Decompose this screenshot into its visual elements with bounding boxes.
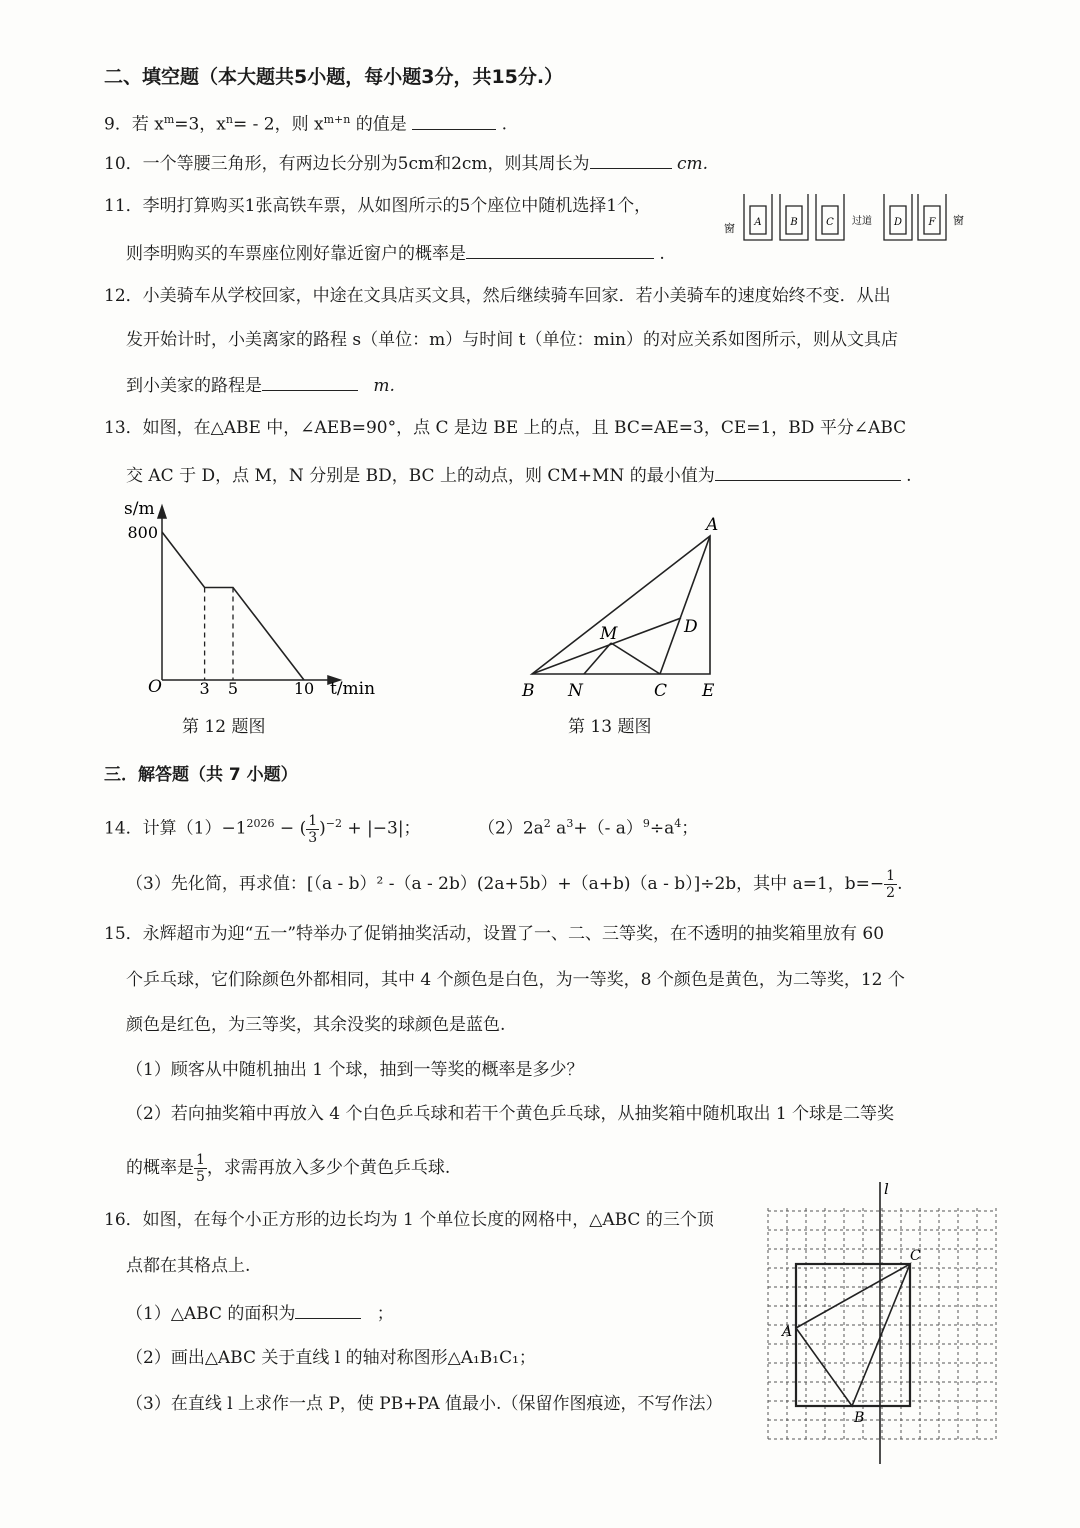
point-A-label: A xyxy=(782,1324,793,1340)
x-tick-label: 5 xyxy=(227,679,239,698)
point-C-label: C xyxy=(654,681,668,701)
question-14-part-3: （3）先化简，再求值：[（a - b）² -（a - 2b）(2a+5b）+（a+b)（a - b）]÷2b，其中 a=1，b=− $\frac{1}{2}$ . xyxy=(126,868,903,901)
y-axis-label: s/m xyxy=(124,499,155,519)
x-tick-label: 10 xyxy=(293,679,315,698)
line-l-label: l xyxy=(884,1180,889,1198)
answer-blank[interactable] xyxy=(412,111,496,130)
question-11-line-1: 11．李明打算购买1张高铁车票，从如图所示的5个座位中随机选择1个， xyxy=(104,196,652,216)
question-15-line-1: 15．永辉超市为迎“五一”特举办了促销抽奖活动，设置了一、二、三等奖，在不透明的抽奖箱里放有 60 xyxy=(104,924,885,944)
section-3-heading: 三．解答题（共 7 小题） xyxy=(104,765,298,785)
section-2-heading: 二、填空题（本大题共5小题，每小题3分，共15分.） xyxy=(104,66,564,88)
triangle-ABC xyxy=(796,1264,910,1406)
question-13-line-1: 13．如图，在△ABE 中，∠AEB=90°，点 C 是边 BE 上的点，且 BC=AE=3，CE=1，BD 平分∠ABC xyxy=(104,418,907,438)
question-16-line-2: 点都在其格点上. xyxy=(126,1256,251,1276)
point-N-label: N xyxy=(568,681,583,701)
point-B-label: B xyxy=(854,1410,865,1426)
answer-blank[interactable] xyxy=(466,240,654,259)
answer-blank[interactable] xyxy=(262,372,358,391)
figure-13-geometry xyxy=(510,508,740,708)
question-12-line-2: 发开始计时，小美离家的路程 s（单位：m）与时间 t（单位：min）的对应关系如图所示，则从文具店 xyxy=(126,330,898,350)
aisle-label: 过道 xyxy=(852,216,872,227)
question-12-line-3: 到小美家的路程是 m. xyxy=(126,372,395,398)
answer-blank[interactable] xyxy=(715,462,901,481)
question-15-sub-2-cont: 的概率是 $\frac{1}{5}$ ，求需再放入多少个黄色乒乓球. xyxy=(126,1152,451,1185)
question-12-line-1: 12．小美骑车从学校回家，中途在文具店买文具，然后继续骑车回家．若小美骑车的速度始终不变．从出 xyxy=(104,286,891,306)
answer-blank[interactable] xyxy=(295,1300,361,1319)
question-15-line-2: 个乒乓球，它们除颜色外都相同，其中 4 个颜色是白色，为一等奖，8 个颜色是黄色，为二等奖，12 个 xyxy=(126,970,905,990)
seat-A: A xyxy=(754,217,762,228)
segment-NM xyxy=(584,643,611,674)
y-tick-label: 800 xyxy=(127,523,158,542)
window-right-label: 窗 xyxy=(953,214,964,227)
point-B-label: B xyxy=(522,681,535,701)
point-C-label: C xyxy=(910,1248,921,1264)
point-M-label: M xyxy=(600,624,618,644)
question-16-sub-2: （2）画出△ABC 关于直线 l 的轴对称图形△A₁B₁C₁； xyxy=(126,1348,536,1368)
figure-12-chart xyxy=(110,496,410,706)
figure-16-grid xyxy=(760,1178,1000,1468)
question-9: 9．若 $x^m=3$，$x^n= - 2$，则 $x^{m+n}$ 的值是 . xyxy=(104,108,507,137)
question-14-part-1: 14．计算$(1)-1^{2026}$ − ( $\frac{1}{3}$ )$^{-2}$ + |−3|； xyxy=(104,812,421,846)
answer-blank[interactable] xyxy=(590,150,672,169)
question-10: 10．一个等腰三角形，有两边长分别为5cm和2cm，则其周长为 cm. xyxy=(104,150,708,176)
seat-F: F xyxy=(928,217,936,228)
question-11-line-2: 则李明购买的车票座位刚好靠近窗户的概率是 . xyxy=(126,240,665,266)
seat-D: D xyxy=(893,217,903,228)
question-14-part-2: $(2)2a^2$ $a^3+(-$ $a)^9\div a^4$； xyxy=(478,817,699,839)
seat-C: C xyxy=(826,217,834,228)
point-E-label: E xyxy=(702,681,715,701)
question-15-sub-2: （2）若向抽奖箱中再放入 4 个白色乒乓球和若干个黄色乒乓球，从抽奖箱中随机取出 1 个球是二等奖 xyxy=(126,1104,895,1124)
x-axis-label: t/min xyxy=(330,679,376,699)
window-left-label: 窗 xyxy=(724,222,735,235)
question-15-line-3: 颜色是红色，为三等奖，其余没奖的球颜色是蓝色. xyxy=(126,1015,506,1035)
y-axis-arrow xyxy=(158,506,166,518)
question-16-sub-3: （3）在直线 l 上求作一点 P，使 PB+PA 值最小.（保留作图痕迹，不写作法） xyxy=(126,1394,723,1414)
question-16-sub-1: （1）△ABC 的面积为 ； xyxy=(126,1300,394,1326)
seat-diagram xyxy=(720,186,970,252)
question-16-line-1: 16．如图，在每个小正方形的边长均为 1 个单位长度的网格中，△ABC 的三个顶 xyxy=(104,1210,714,1230)
origin-label: O xyxy=(148,677,162,697)
question-13-line-2: 交 AC 于 D，点 M，N 分别是 BD，BC 上的动点，则 CM+MN 的最小值为 . xyxy=(126,462,912,488)
triangle-ABE xyxy=(532,536,710,674)
segment-MC xyxy=(611,643,660,674)
question-15-sub-1: （1）顾客从中随机抽出 1 个球，抽到一等奖的概率是多少？ xyxy=(126,1060,584,1080)
point-A-label: A xyxy=(706,515,719,535)
point-D-label: D xyxy=(684,617,698,637)
figure-12-caption: 第 12 题图 xyxy=(182,717,266,737)
x-tick-label: 3 xyxy=(199,679,210,698)
bounding-rectangle xyxy=(796,1264,910,1406)
segment-AC xyxy=(660,536,710,674)
figure-13-caption: 第 13 题图 xyxy=(568,717,652,737)
seat-B: B xyxy=(790,217,798,228)
